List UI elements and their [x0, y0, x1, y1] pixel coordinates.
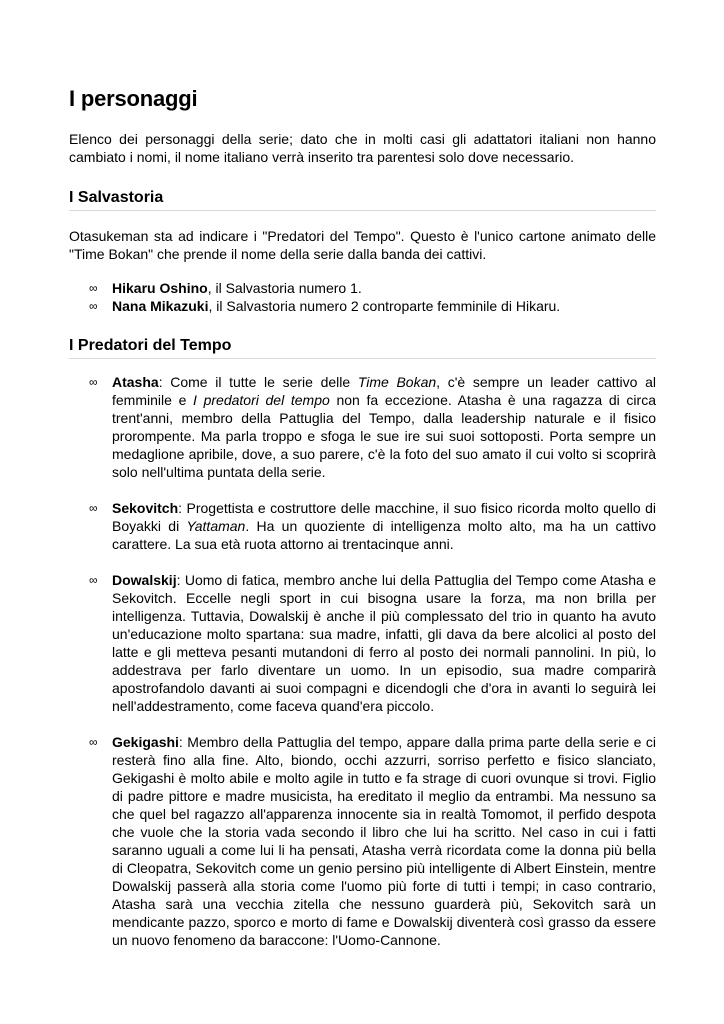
villains-list [69, 373, 656, 949]
character-description: , il Salvastoria numero 1. [207, 280, 362, 296]
intro-paragraph: Elenco dei personaggi della serie; dato che in molti casi gli adattatori italiani non hanno cambiato i nomi, il nome italiano verrà inserito tra parentesi solo dove necessario. [69, 131, 656, 165]
list-item [69, 279, 656, 297]
character-text: : Progettista e costruttore delle macchine, il suo fisico ricorda molto quello di Boyakki di [112, 500, 656, 534]
infinity-bullet-icon: ∞ [89, 281, 98, 295]
infinity-bullet-icon: ∞ [89, 375, 98, 389]
salvastoria-paragraph: Otasukeman sta ad indicare i "Predatori del Tempo". Questo è l'unico cartone animato delle "Time Bokan" che prende il nome della serie dalla banda dei cattivi. [69, 228, 656, 262]
section-heading-predatori: I Predatori del Tempo [69, 336, 656, 359]
character-text: . Ha un quoziente di intelligenza molto alto, ma ha un cattivo carattere. La sua età ruota attorno ai trentacinque anni. [112, 518, 656, 552]
character-name: Nana Mikazuki [112, 298, 209, 314]
character-description: , il Salvastoria numero 2 controparte femminile di Hikaru. [208, 298, 561, 314]
series-title: Time Bokan [357, 374, 437, 390]
character-name: Atasha [112, 374, 159, 390]
character-name: Dowalskij [112, 572, 177, 588]
character-text: : Uomo di fatica, membro anche lui della Pattuglia del Tempo come Atasha e Sekovitch. Eccelle negli sport in cui bisogna usare la forza, ma non brilla per intelligenza. Tuttavia, Dowalskij è anche il più complessato del trio in quanto ha avuto un'educazione molto spartana: sua madre, infatti, gli dava da bere alcolici al posto del latte e gli metteva pesanti mutandoni di ferro al posto dei normali pannolini. In più, lo addestrava per farlo diventare un uomo. In un episodio, sua madre comparirà apostrofandolo davanti ai suoi compagni e dicendogli che d'ora in avanti lo seguirà lei nell'addestramento, come faceva quand'era piccolo. [112, 572, 656, 714]
section-heading-salvastoria: I Salvastoria [69, 188, 656, 211]
series-title: I predatori del tempo [193, 392, 330, 408]
series-title: Yattaman [186, 518, 246, 534]
list-item-gekigashi [69, 733, 656, 949]
infinity-bullet-icon: ∞ [89, 573, 98, 587]
character-name: Hikaru Oshino [112, 280, 208, 296]
list-item [69, 297, 656, 315]
infinity-bullet-icon: ∞ [89, 299, 98, 313]
heroes-list [69, 279, 656, 315]
infinity-bullet-icon: ∞ [89, 501, 98, 515]
character-name: Gekigashi [112, 734, 179, 750]
character-text: : Come il tutte le serie delle [158, 374, 358, 390]
character-text: non fa eccezione. Atasha è una ragazza di circa trent'anni, membro della Pattuglia del Tempo, dalla leadership naturale e il fisico prorompente. Ma parla troppo e sfoga le sue ire sui suoi sottoposti. Porta sempre un medaglione apribile, dove, a suo parere, c'è la foto del suo amato il cui volto si scoprirà solo nell'ultima puntata della serie. [112, 392, 656, 480]
list-item-sekovitch [69, 499, 656, 553]
page-title: I personaggi [69, 86, 198, 111]
character-text: , c'è sempre un leader cattivo al femminile e [112, 374, 657, 408]
infinity-bullet-icon: ∞ [89, 735, 98, 749]
character-name: Sekovitch [112, 500, 179, 516]
list-item-dowalskij [69, 571, 656, 715]
character-text: : Membro della Pattuglia del tempo, appare dalla prima parte della serie e ci resterà fino alla fine. Alto, biondo, occhi azzurri, sorriso perfetto e fisico slanciato, Gekigashi è molto abile e molto agile in tutto e fa strage di cuori ovunque si trovi. Figlio di padre pittore e madre musicista, ha ereditato il meglio da entrambi. Ma nessuno sa che quel bel ragazzo all'apparenza innocente sia in realtà Tomomot, il perfido despota che vuole che la storia vada secondo il libro che lui ha scritto. Nel caso in cui i fatti saranno uguali a come lui li ha pensati, Atasha verrà ricordata come la donna più bella di Cleopatra, Sekovitch come un genio persino più intelligente di Albert Einstein, mentre Dowalskij passerà alla storia come l'uomo più forte di tutti i tempi; in caso contrario, Atasha sarà una vecchia zitella che nessuno guarderà più, Sekovitch sarà un mendicante pazzo, sporco e morto di fame e Dowalskij diventerà così grasso da essere un nuovo fenomeno da baraccone: l'Uomo-Cannone. [112, 734, 656, 948]
list-item-atasha [69, 373, 656, 481]
